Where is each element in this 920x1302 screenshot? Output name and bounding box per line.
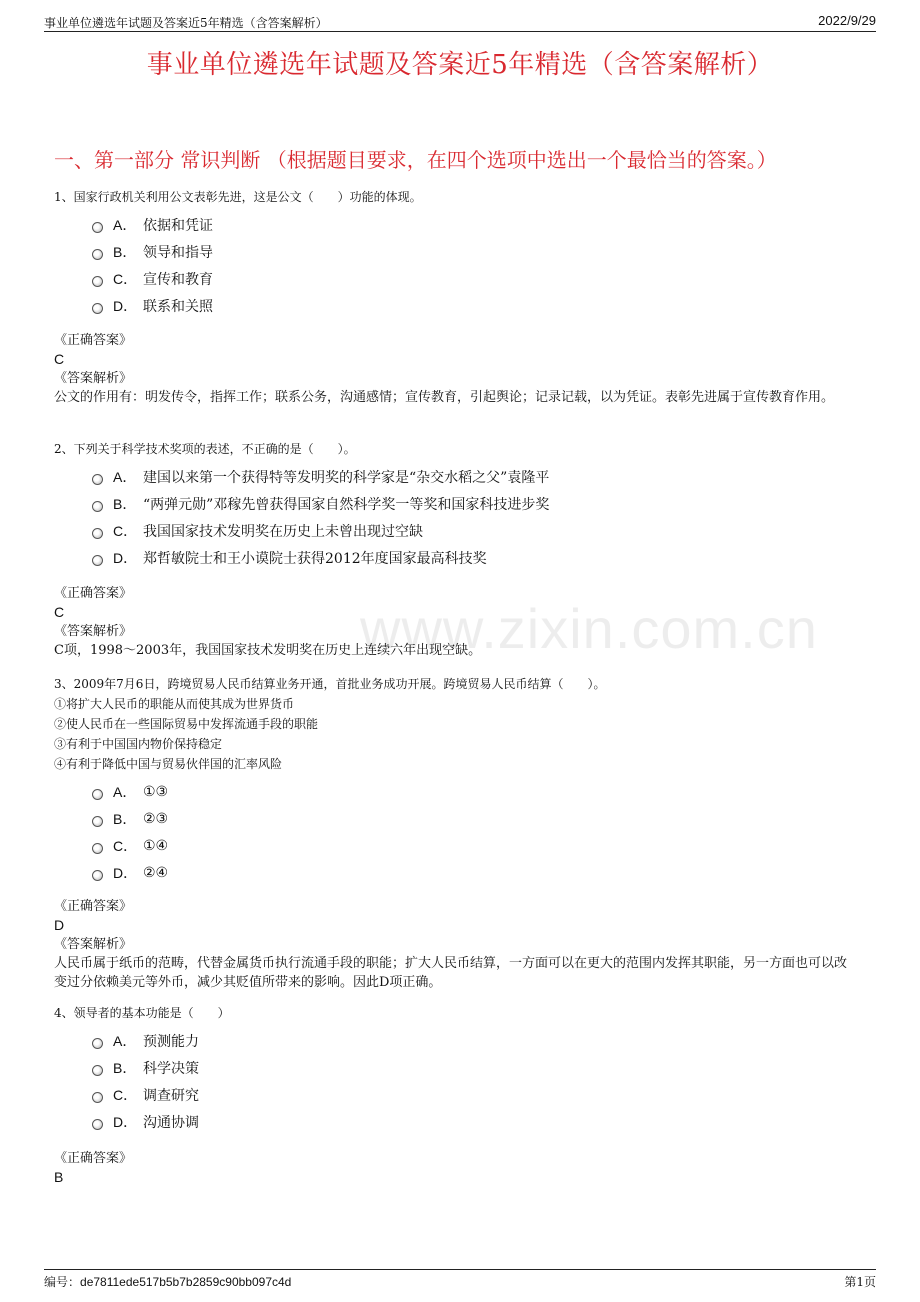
answer-label: 《正确答案》 xyxy=(54,586,133,601)
radio-icon[interactable] xyxy=(92,303,103,314)
option-letter: C． xyxy=(113,522,138,539)
option-text: 郑哲敏院士和王小谟院士获得2012年度国家最高科技奖 xyxy=(143,550,487,567)
statement-3: ③有利于中国国内物价保持稳定 xyxy=(54,737,223,751)
option-text: 科学决策 xyxy=(143,1060,199,1077)
question-text: 1、国家行政机关利用公文表彰先进，这是公文（ ）功能的体现。 xyxy=(54,190,422,204)
options-list xyxy=(92,463,864,571)
page-prefix: 第 xyxy=(844,1275,857,1289)
option-letter: A． xyxy=(113,1032,137,1049)
explanation-label: 《答案解析》 xyxy=(54,937,133,952)
option-c[interactable] xyxy=(92,832,864,859)
option-text: “两弹元勋”邓稼先曾获得国家自然科学奖一等奖和国家科技进步奖 xyxy=(143,496,550,513)
answer-value: C xyxy=(54,604,65,620)
option-text: ①③ xyxy=(143,783,169,800)
option-letter: A． xyxy=(113,783,137,800)
option-text: 调查研究 xyxy=(143,1087,199,1104)
option-text: ①④ xyxy=(143,837,169,854)
answer-value: B xyxy=(54,1169,64,1185)
radio-icon[interactable] xyxy=(92,222,103,233)
answer-block-1 xyxy=(54,331,864,407)
statement-4: ④有利于降低中国与贸易伙伴国的汇率风险 xyxy=(54,757,283,771)
option-text: 依据和凭证 xyxy=(143,217,213,234)
option-text: 我国国家技术发明奖在历史上未曾出现过空缺 xyxy=(143,523,423,540)
option-text: 领导和指导 xyxy=(143,244,213,261)
explanation-label: 《答案解析》 xyxy=(54,371,133,386)
answer-value: D xyxy=(54,917,65,933)
option-text: 预测能力 xyxy=(143,1033,199,1050)
radio-icon[interactable] xyxy=(92,1119,103,1130)
question-2 xyxy=(54,439,864,571)
answer-block-4 xyxy=(54,1149,864,1187)
header-date: 2022/9/29 xyxy=(818,13,876,28)
option-letter: D． xyxy=(113,1113,138,1130)
radio-icon[interactable] xyxy=(92,1065,103,1076)
radio-icon[interactable] xyxy=(92,555,103,566)
answer-block-2 xyxy=(54,584,864,660)
option-a[interactable] xyxy=(92,463,864,490)
option-letter: D． xyxy=(113,549,138,566)
option-b[interactable] xyxy=(92,805,864,832)
option-letter: D． xyxy=(113,297,138,314)
explanation-text: C项，1998～2003年，我国国家技术发明奖在历史上连续六年出现空缺。 xyxy=(54,643,482,658)
option-b[interactable] xyxy=(92,238,864,265)
option-letter: D． xyxy=(113,864,138,881)
option-letter: B． xyxy=(113,810,137,827)
answer-block-3 xyxy=(54,897,864,992)
code-value: de7811ede517b5b7b2859c90bb097c4d xyxy=(80,1275,292,1289)
page-footer xyxy=(44,1269,876,1290)
radio-icon[interactable] xyxy=(92,870,103,881)
radio-icon[interactable] xyxy=(92,843,103,854)
option-d[interactable] xyxy=(92,859,864,886)
answer-label: 《正确答案》 xyxy=(54,333,133,348)
option-a[interactable] xyxy=(92,778,864,805)
option-a[interactable] xyxy=(92,1027,864,1054)
options-list xyxy=(92,778,864,886)
option-letter: B． xyxy=(113,243,137,260)
answer-label: 《正确答案》 xyxy=(54,1151,133,1166)
section-heading: 一、第一部分 常识判断 （根据题目要求，在四个选项中选出一个最恰当的答案。） xyxy=(54,148,777,172)
document-title: 事业单位遴选年试题及答案近5年精选（含答案解析） xyxy=(146,50,774,80)
explanation-text: 公文的作用有：明发传令，指挥工作；联系公务，沟通感情；宣传教育，引起舆论；记录记载，以为凭证。表彰先进属于宣传教育作用。 xyxy=(54,390,835,405)
option-text: ②③ xyxy=(143,810,169,827)
question-text: 3、2009年7月6日，跨境贸易人民币结算业务开通，首批业务成功开展。跨境贸易人民币结算（ ）。 xyxy=(54,677,606,691)
page-number xyxy=(844,1273,876,1290)
page-header xyxy=(44,13,876,32)
answer-value: C xyxy=(54,351,65,367)
option-a[interactable] xyxy=(92,211,864,238)
option-letter: B． xyxy=(113,1059,137,1076)
page-suffix: 页 xyxy=(863,1275,876,1289)
radio-icon[interactable] xyxy=(92,276,103,287)
option-letter: A． xyxy=(113,216,137,233)
question-text: 4、领导者的基本功能是（ ） xyxy=(54,1006,230,1020)
option-letter: B． xyxy=(113,495,137,512)
option-c[interactable] xyxy=(92,517,864,544)
statement-1: ①将扩大人民币的职能从而使其成为世界货币 xyxy=(54,697,295,711)
option-c[interactable] xyxy=(92,1081,864,1108)
question-text: 2、下列关于科学技术奖项的表述，不正确的是（ ）。 xyxy=(54,442,356,456)
radio-icon[interactable] xyxy=(92,789,103,800)
question-4 xyxy=(54,1003,864,1135)
option-text: 沟通协调 xyxy=(143,1114,199,1131)
option-d[interactable] xyxy=(92,544,864,571)
radio-icon[interactable] xyxy=(92,249,103,260)
option-c[interactable] xyxy=(92,265,864,292)
option-letter: A． xyxy=(113,468,137,485)
radio-icon[interactable] xyxy=(92,501,103,512)
option-text: 建国以来第一个获得特等发明奖的科学家是“杂交水稻之父”袁隆平 xyxy=(143,469,550,486)
option-text: 宣传和教育 xyxy=(143,271,213,288)
options-list xyxy=(92,1027,864,1135)
option-d[interactable] xyxy=(92,1108,864,1135)
radio-icon[interactable] xyxy=(92,816,103,827)
document-code xyxy=(44,1273,291,1290)
option-b[interactable] xyxy=(92,490,864,517)
radio-icon[interactable] xyxy=(92,528,103,539)
option-letter: C． xyxy=(113,1086,138,1103)
radio-icon[interactable] xyxy=(92,1092,103,1103)
question-1 xyxy=(54,187,864,319)
answer-label: 《正确答案》 xyxy=(54,899,133,914)
option-b[interactable] xyxy=(92,1054,864,1081)
header-title: 事业单位遴选年试题及答案近5年精选（含答案解析） xyxy=(44,16,328,30)
option-text: 联系和关照 xyxy=(143,298,213,315)
watermark: www.zixin.com.cn xyxy=(360,597,818,660)
statement-2: ②使人民币在一些国际贸易中发挥流通手段的职能 xyxy=(54,717,319,731)
option-letter: C． xyxy=(113,270,138,287)
explanation-label: 《答案解析》 xyxy=(54,624,133,639)
explanation-text: 人民币属于纸币的范畴，代替金属货币执行流通手段的职能；扩大人民币结算，一方面可以在更大的范围内发挥其职能，另一方面也可以改变过分依赖美元等外币，减少其贬值所带来的影响。因此D项正确。 xyxy=(54,956,848,990)
option-letter: C． xyxy=(113,837,138,854)
options-list xyxy=(92,211,864,319)
question-3 xyxy=(54,674,864,886)
option-d[interactable] xyxy=(92,292,864,319)
radio-icon[interactable] xyxy=(92,1038,103,1049)
radio-icon[interactable] xyxy=(92,474,103,485)
option-text: ②④ xyxy=(143,864,169,881)
code-label: 编号： xyxy=(44,1275,81,1289)
page-number-value: 1 xyxy=(856,1275,864,1289)
